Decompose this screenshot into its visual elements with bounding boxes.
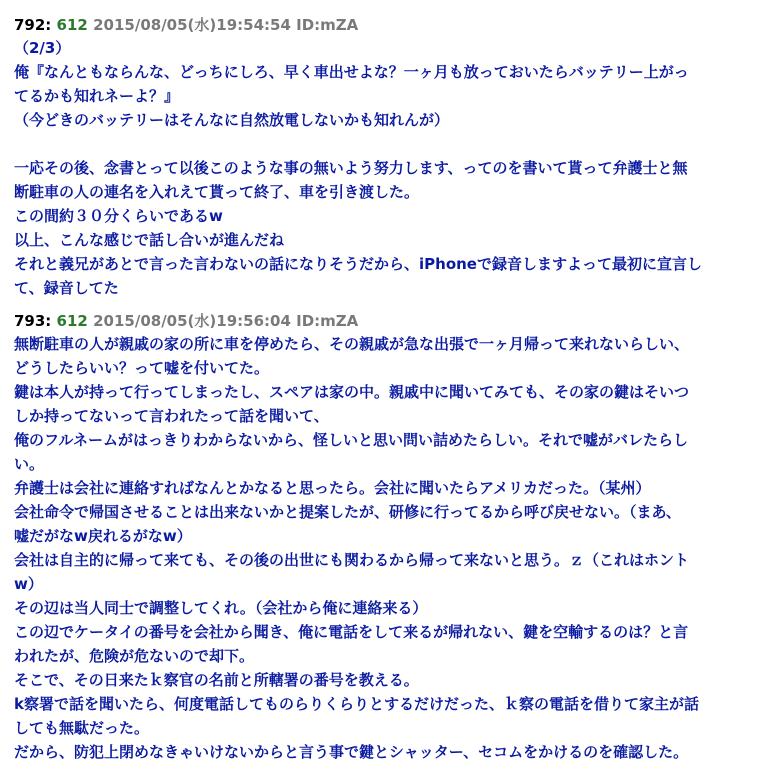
poster-id[interactable]: ID:mZA — [296, 312, 359, 330]
poster-id[interactable]: ID:mZA — [296, 16, 359, 34]
post-line: 会社命令で帰国させることは出来ないかと提案したが、研修に行ってるから呼び戻せない。（まあ、 — [14, 503, 681, 521]
post-line: そこで、その日来たｋ察官の名前と所轄署の番号を教える。 — [14, 671, 419, 689]
post-line: この辺でケータイの番号を会社から聞き、俺に電話をして来るが帰れない、鍵を空輸するのは？と言 — [14, 623, 689, 641]
poster-name: 612 — [56, 16, 88, 34]
post-line: （2/3） — [14, 39, 71, 57]
post-line: だから、防犯上閉めなきゃいけないからと言う事で鍵とシャッター、セコムをかけるのを確認した。 — [14, 743, 689, 761]
post-line: 俺『なんともならんな、どっちにしろ、早く車出せよな？一ヶ月も放っておいたらバッテリー上がっ — [14, 63, 689, 81]
post-header — [14, 310, 754, 332]
post-body — [14, 36, 754, 300]
post-line: 弁護士は会社に連絡すればなんとかなると思ったら。会社に聞いたらアメリカだった。（某州） — [14, 479, 651, 497]
thread-page — [14, 14, 754, 764]
post-header — [14, 14, 754, 36]
post-793 — [14, 310, 754, 764]
post-line: 以上、こんな感じで話し合いが進んだね — [14, 231, 285, 249]
post-number[interactable]: 792: — [14, 16, 52, 34]
post-line: それと義兄があとで言った言わないの話になりそうだから、iPhoneで録音しますよって最初に宣言し — [14, 255, 702, 273]
post-date: 2015/08/05(水)19:54:54 — [93, 16, 291, 34]
post-line: しても無駄だった。 — [14, 719, 150, 737]
post-body — [14, 332, 754, 764]
post-line: てるかも知れネーよ？』 — [14, 87, 180, 105]
post-line: （今どきのバッテリーはそんなに自然放電しないかも知れんが） — [14, 111, 450, 129]
post-line: その辺は当人同士で調整してくれ。（会社から俺に連絡来る） — [14, 599, 428, 617]
post-line: 会社は自主的に帰って来ても、その後の出世にも関わるから帰って来ないと思う。ｚ（これはホント — [14, 551, 690, 569]
poster-name: 612 — [56, 312, 88, 330]
post-line: この間約３０分くらいであるw — [14, 207, 223, 225]
post-line: しか持ってないって言われたって話を聞いて、 — [14, 407, 329, 425]
post-line: て、録音してた — [14, 279, 119, 297]
post-792 — [14, 14, 754, 300]
post-separator — [14, 300, 754, 310]
post-line: 一応その後、念書とって以後このような事の無いよう努力します、ってのを書いて貰って弁護士と無 — [14, 159, 688, 177]
post-line: 無断駐車の人が親戚の家の所に車を停めたら、その親戚が急な出張で一ヶ月帰って来れないらしい、 — [14, 335, 690, 353]
post-line: どうしたらいい？って嘘を付いてた。 — [14, 359, 270, 377]
post-line: w） — [14, 575, 43, 593]
post-number[interactable]: 793: — [14, 312, 52, 330]
post-line: 嘘だがなw戻れるがなw） — [14, 527, 192, 545]
post-line: 鍵は本人が持って行ってしまったし、スペアは家の中。親戚中に聞いてみても、その家の鍵はそいつ — [14, 383, 690, 401]
post-date: 2015/08/05(水)19:56:04 — [93, 312, 291, 330]
post-line: い。 — [14, 455, 45, 473]
post-line: k察署で話を聞いたら、何度電話してものらりくらりとするだけだった、ｋ察の電話を借りて家主が話 — [14, 695, 699, 713]
post-blank-line — [14, 132, 754, 156]
post-line: われたが、危険が危ないので却下。 — [14, 647, 255, 665]
post-line: 俺のフルネームがはっきりわからないから、怪しいと思い問い詰めたらしい。それで嘘がバレたらし — [14, 431, 688, 449]
post-line: 断駐車の人の連名を入れえて貰って終了、車を引き渡した。 — [14, 183, 420, 201]
